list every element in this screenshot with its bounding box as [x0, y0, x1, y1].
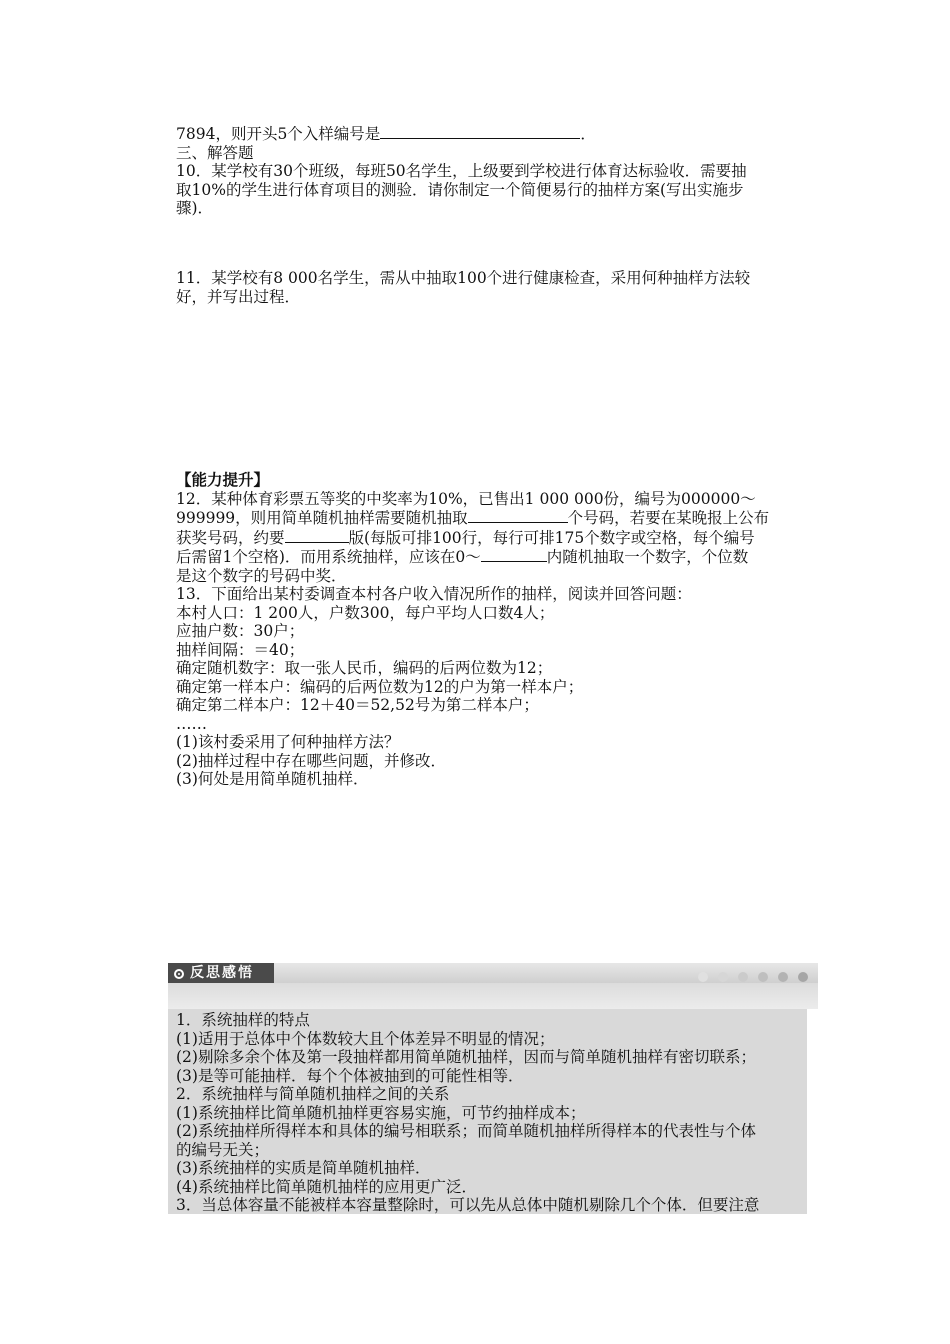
answer-blank[interactable]: [481, 547, 547, 562]
question-13-line: 13．下面给出某村委调查本村各户收入情况所作的抽样，阅读并回答问题：: [176, 585, 692, 603]
reflection-tab: [168, 963, 274, 983]
reflection-title: 反思感悟: [190, 965, 254, 981]
question-13-line: 本村人口：1 200人，户数300，每户平均人口数4人；: [176, 603, 555, 622]
reflection-content: [176, 1011, 808, 1215]
reflection-divider: [168, 983, 818, 1009]
question-11-line-1: 11．某学校有8 000名学生，需从中抽取100个进行健康检查，采用何种抽样方法较: [176, 269, 751, 287]
question-13-line: 确定第一样本户：编码的后两位数为12的户为第一样本户；: [176, 677, 584, 696]
section-heading-answers: 三、解答题: [176, 143, 254, 162]
question-12-line-4: 后需留1个空格)．而用系统抽样，应该在0～ 内随机抽取一个数字，个位数: [176, 548, 749, 566]
reflection-header: [168, 963, 818, 983]
dot-icon: [698, 972, 708, 982]
question-11: [176, 269, 808, 306]
question-12-line-5: 是这个数字的号码中奖．: [176, 566, 347, 585]
reflection-line: (2)剔除多余个体及第一段抽样都用简单随机抽样，因而与简单随机抽样有密切联系；: [176, 1048, 756, 1066]
question-13-subquestion: (3)何处是用简单随机抽样．: [176, 770, 369, 788]
ability-section: [176, 471, 808, 789]
reflection-line: (1)系统抽样比简单随机抽样更容易实施，可节约抽样成本；: [176, 1103, 586, 1122]
question-13-line: ……: [176, 714, 207, 733]
ability-heading: 【能力提升】: [176, 471, 270, 489]
reflection-line: (3)是等可能抽样．每个个体被抽到的可能性相等．: [176, 1066, 524, 1085]
reflection-line: 1．系统抽样的特点: [176, 1011, 310, 1029]
question-10-line-2: 取10%的学生进行体育项目的测验．请你制定一个简便易行的抽样方案(写出实施步: [176, 180, 744, 199]
dot-icon: [718, 972, 728, 982]
question-13-subquestion: (1)该村委采用了何种抽样方法？: [176, 733, 400, 751]
question-13-line: 应抽户数：30户；: [176, 622, 305, 640]
dot-icon: [798, 972, 808, 982]
answer-blank[interactable]: [468, 508, 568, 523]
reflection-line: 的编号无关；: [176, 1140, 270, 1159]
reflection-line: 3．当总体容量不能被样本容量整除时，可以先从总体中随机剔除几个个体．但要注意: [176, 1196, 760, 1214]
question-13-line: 确定第二样本户：12＋40＝52,52号为第二样本户；: [176, 696, 539, 714]
question-11-line-2: 好，并写出过程．: [176, 287, 301, 306]
question-10-line-3: 骤)．: [176, 199, 214, 217]
question-13-line: 抽样间隔：＝40；: [176, 640, 305, 659]
answer-blank[interactable]: [285, 528, 349, 543]
reflection-line: 2．系统抽样与简单随机抽样之间的关系: [176, 1085, 450, 1103]
answer-blank[interactable]: [380, 124, 580, 139]
question-12-line-2: 999999，则用简单随机抽样需要随机抽取 个号码，若要在某晚报上公布: [176, 509, 770, 527]
reflection-line: (1)适用于总体中个体数较大且个体差异不明显的情况；: [176, 1029, 555, 1048]
answer-line-q9: 7894，则开头5个入样编号是 ．: [176, 125, 596, 143]
dot-icon: [778, 972, 788, 982]
reflection-line: (3)系统抽样的实质是简单随机抽样．: [176, 1159, 431, 1177]
reflection-line: (4)系统抽样比简单随机抽样的应用更广泛．: [176, 1177, 477, 1196]
circle-dot-icon: [174, 969, 184, 979]
dot-icon: [738, 972, 748, 982]
reflection-line: (2)系统抽样所得样本和具体的编号相联系；而简单随机抽样所得样本的代表性与个体: [176, 1122, 756, 1140]
top-section: [176, 124, 808, 218]
question-13-subquestion: (2)抽样过程中存在哪些问题，并修改．: [176, 751, 446, 770]
dot-icon: [758, 972, 768, 982]
question-12-line-1: 12．某种体育彩票五等奖的中奖率为10%，已售出1 000 000份，编号为000000～: [176, 489, 756, 508]
question-10-line-1: 10．某学校有30个班级，每班50名学生，上级要到学校进行体育达标验收．需要抽: [176, 162, 747, 180]
question-13-line: 确定随机数字：取一张人民币，编码的后两位数为12；: [176, 659, 553, 677]
question-12-line-3: 获奖号码，约要 版(每版可排100行，每行可排175个数字或空格，每个编号: [176, 528, 755, 547]
